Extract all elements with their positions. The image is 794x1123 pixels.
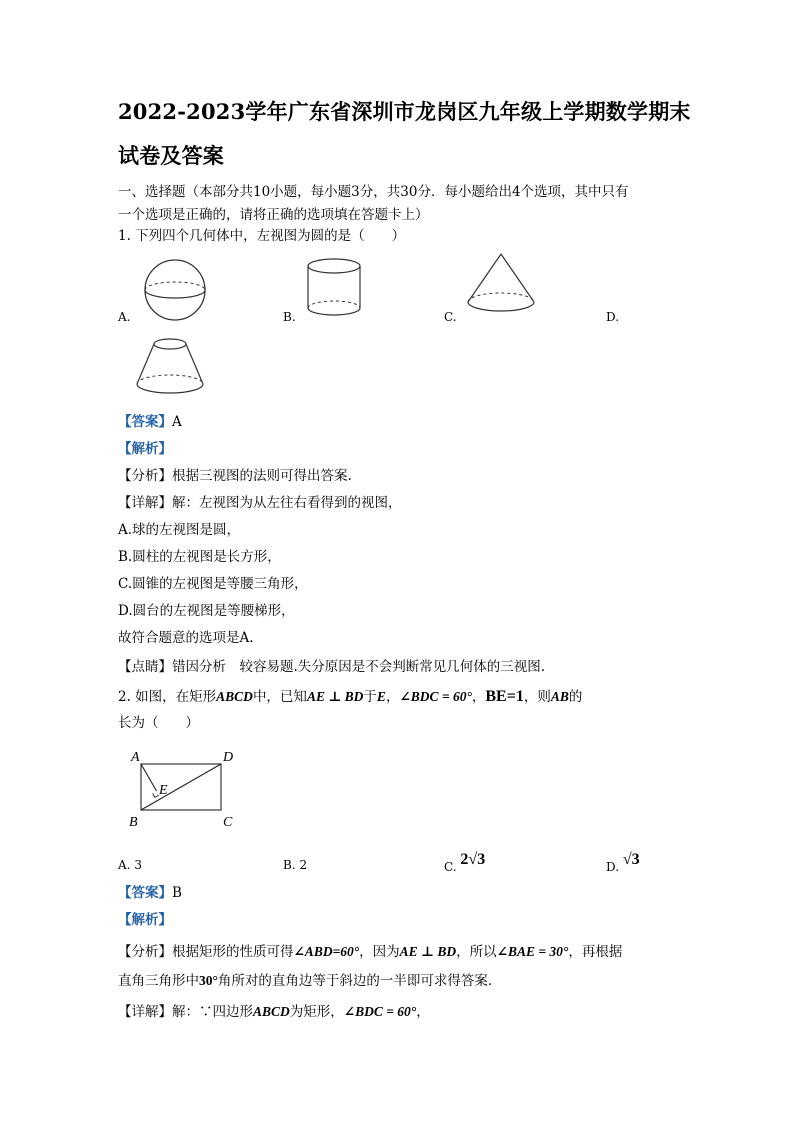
label-d: D <box>223 750 234 765</box>
math-abcd: ABCD <box>216 689 253 704</box>
q1-option-c: C. <box>444 310 457 324</box>
cone-figure <box>462 250 540 320</box>
q2-stem-text: 中，已知 <box>252 689 307 705</box>
math-angle-bae: ∠BAE = 30° <box>496 944 569 959</box>
q1-xiangjie <box>118 491 402 511</box>
rectangle-figure <box>125 746 245 832</box>
q2-analysis-tag <box>118 908 172 928</box>
q1-stem: 1. 下列四个几何体中，左视图为圆的是（ ） <box>118 228 406 244</box>
answer-tag: 【答案】 <box>118 885 172 901</box>
math-ae-perp-bd: AE ⊥ BD <box>306 689 364 704</box>
q2-fenxi-line2: 直角三角形中30°角所对的直角边等于斜边的一半即可求得答案． <box>118 973 502 989</box>
q2-stem-line1 <box>118 685 582 706</box>
label-c: C <box>223 815 233 830</box>
q1-option-b: B. <box>283 310 296 324</box>
q2-stem-text: 的 <box>568 689 583 705</box>
q1-line-d: D.圆台的左视图是等腰梯形， <box>118 603 295 619</box>
q2-option-d: D. √3 <box>606 851 640 874</box>
label-a: A <box>131 750 140 765</box>
frustum-figure <box>130 332 210 402</box>
q1-line-b: B.圆柱的左视图是长方形， <box>118 549 281 565</box>
q2-option-c: C. 2√3 <box>444 851 486 874</box>
q1-fenxi <box>118 464 352 484</box>
q1-option-d: D. <box>606 310 620 324</box>
math-e: E <box>376 689 386 704</box>
q2-answer <box>118 881 182 901</box>
q1-analysis-tag <box>118 437 172 457</box>
dianjing-text: 错因分析 较容易题.失分原因是不会判断常见几何体的三视图. <box>172 659 546 675</box>
answer-value: A <box>172 414 182 430</box>
math-angle-bdc: ∠BDC = 60° <box>399 689 472 704</box>
math-ae-perp-bd: AE ⊥ BD <box>399 944 457 959</box>
q2-option-a: A. 3 <box>118 858 142 872</box>
q2-option-b: B. 2 <box>283 858 308 872</box>
analysis-tag: 【解析】 <box>118 912 172 928</box>
q2-stem-text: 于 <box>363 689 377 705</box>
section-intro-line1: 一、选择题（本部分共10小题，每小题3分，共30分．每小题给出4个选项，其中只有 <box>118 184 629 200</box>
answer-value: B <box>172 885 182 901</box>
q2-stem-text: ， <box>385 689 400 705</box>
document-title-line2: 试卷及答案 <box>118 143 224 168</box>
math-angle-abd: ∠ABD=60° <box>293 944 360 959</box>
math-30-degrees: 30° <box>199 973 218 988</box>
analysis-tag: 【解析】 <box>118 441 172 457</box>
q1-answer <box>118 410 182 430</box>
math-abcd: ABCD <box>253 1004 290 1019</box>
q1-line-a: A.球的左视图是圆， <box>118 522 241 538</box>
label-e: E <box>159 783 168 798</box>
math-angle-bdc: ∠BDC = 60° <box>343 1004 417 1019</box>
q2-stem-text: ， <box>471 689 486 705</box>
fenxi-tag: 【分析】 <box>118 468 172 484</box>
dianjing-tag: 【点睛】 <box>118 659 172 675</box>
q2-xiangjie: 【详解】解：∵四边形ABCD为矩形，∠BDC = 60°， <box>118 1004 430 1020</box>
document-title-line1: 2022-2023学年广东省深圳市龙岗区九年级上学期数学期末 <box>118 99 691 124</box>
q1-conclusion: 故符合题意的选项是A. <box>118 630 254 646</box>
math-be: BE=1 <box>485 688 524 705</box>
cylinder-figure <box>304 256 364 320</box>
q2-stem-text: 2. 如图，在矩形 <box>118 689 217 705</box>
math-ab: AB <box>550 689 569 704</box>
q1-line-c: C.圆锥的左视图是等腰三角形， <box>118 576 308 592</box>
answer-tag: 【答案】 <box>118 414 172 430</box>
q1-dianjing <box>118 655 545 675</box>
xiangjie-text: 解：左视图为从左往右看得到的视图， <box>172 495 402 511</box>
q2-stem-line2: 长为（ ） <box>118 715 199 731</box>
section-intro-line2: 一个选项是正确的，请将正确的选项填在答题卡上） <box>118 207 429 223</box>
sphere-figure <box>138 254 214 326</box>
q2-fenxi-line1: 【分析】根据矩形的性质可得∠ABD=60°，因为AE ⊥ BD，所以∠BAE = 30°，再根据 <box>118 944 623 960</box>
label-b: B <box>129 815 138 830</box>
q2-stem-text: ，则 <box>523 689 551 705</box>
fenxi-text: 根据三视图的法则可得出答案. <box>172 468 352 484</box>
q1-option-a: A. <box>118 310 131 324</box>
xiangjie-tag: 【详解】 <box>118 495 172 511</box>
